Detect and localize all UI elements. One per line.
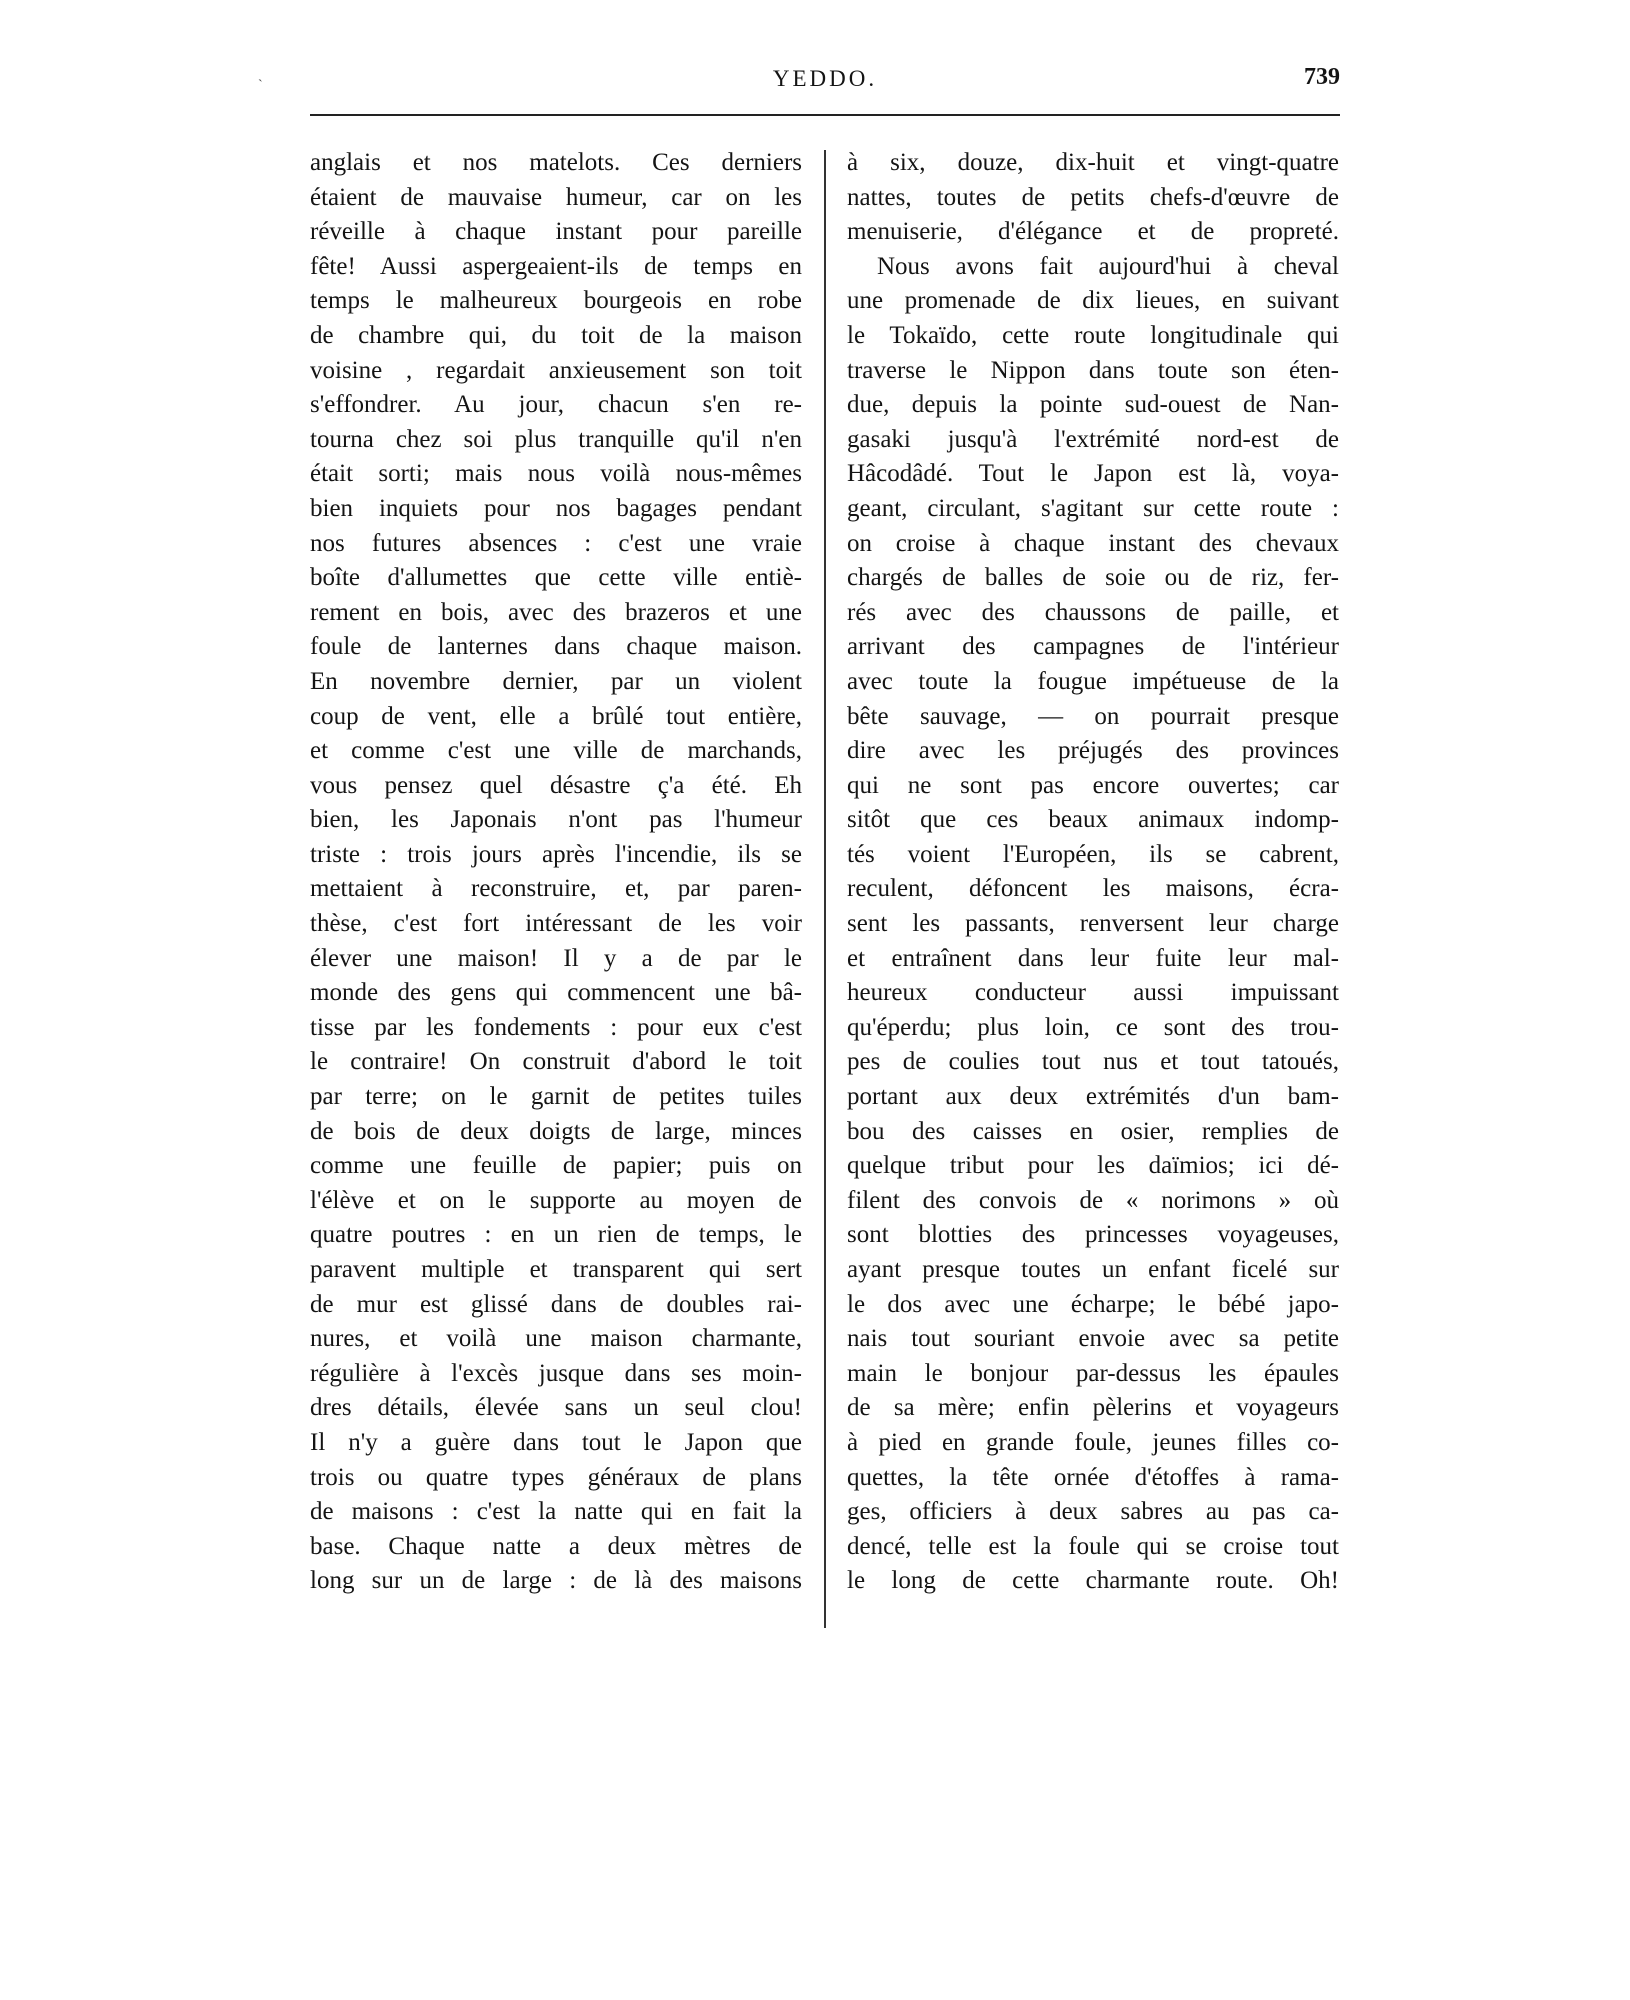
header-rule (310, 114, 1340, 116)
text-line: foule de lanternes dans chaque maison. (310, 633, 802, 661)
text-line: nattes, toutes de petits chefs-d'œuvre de (847, 183, 1339, 211)
text-line: mettaient à reconstruire, et, par paren- (310, 875, 802, 903)
text-line: ges, officiers à deux sabres au pas ca- (847, 1498, 1339, 1526)
text-line: par terre; on le garnit de petites tuiles (310, 1083, 802, 1111)
text-line: bête sauvage, — on pourrait presque (847, 702, 1339, 730)
text-line: main le bonjour par-dessus les épaules (847, 1359, 1339, 1387)
page-number: 739 (1304, 64, 1340, 90)
text-line: nures, et voilà une maison charmante, (310, 1325, 802, 1353)
text-line: nais tout souriant envoie avec sa petite (847, 1325, 1339, 1353)
text-line: voisine , regardait anxieusement son toit (310, 356, 802, 384)
text-line: le contraire! On construit d'abord le toit (310, 1048, 802, 1076)
text-line: menuiserie, d'élégance et de propreté. (847, 218, 1339, 246)
text-line: vous pensez quel désastre ç'a été. Eh (310, 771, 802, 799)
text-line: dire avec les préjugés des provinces (847, 737, 1339, 765)
text-line: Hâcodâdé. Tout le Japon est là, voya- (847, 460, 1339, 488)
text-line: bou des caisses en osier, remplies de (847, 1117, 1339, 1145)
running-title: YEDDO. (772, 66, 878, 91)
margin-mark: ` (258, 78, 263, 93)
text-line: nos futures absences : c'est une vraie (310, 529, 802, 557)
text-line: élever une maison! Il y a de par le (310, 944, 802, 972)
text-line: ayant presque toutes un enfant ficelé sur (847, 1256, 1339, 1283)
text-line: une promenade de dix lieues, en suivant (847, 287, 1339, 315)
text-line: heureux conducteur aussi impuissant (847, 979, 1339, 1007)
text-line: à pied en grande foule, jeunes filles co- (847, 1428, 1339, 1456)
text-line: de maisons : c'est la natte qui en fait la (310, 1498, 802, 1526)
text-line: dencé, telle est la foule qui se croise tout (847, 1532, 1339, 1560)
text-line: portant aux deux extrémités d'un bam- (847, 1083, 1339, 1111)
text-line: et entraînent dans leur fuite leur mal- (847, 944, 1339, 972)
text-line: quatre poutres : en un rien de temps, le (310, 1221, 802, 1249)
text-line: bien, les Japonais n'ont pas l'humeur (310, 806, 802, 834)
right-column (847, 146, 1339, 1599)
text-line: étaient de mauvaise humeur, car on les (310, 183, 802, 211)
text-line: le Tokaïdo, cette route longitudinale qui (847, 321, 1339, 349)
text-line: de bois de deux doigts de large, minces (310, 1117, 802, 1145)
text-line: pes de coulies tout nus et tout tatoués, (847, 1048, 1339, 1076)
text-line: Nous avons fait aujourd'hui à cheval (877, 252, 1339, 280)
text-line: et comme c'est une ville de marchands, (310, 737, 802, 765)
text-line: anglais et nos matelots. Ces derniers (310, 149, 802, 176)
text-line: coup de vent, elle a brûlé tout entière, (310, 702, 802, 730)
text-line: à six, douze, dix-huit et vingt-quatre (847, 149, 1339, 176)
text-line: fête! Aussi aspergeaient-ils de temps en (310, 252, 802, 280)
text-line: dres détails, élevée sans un seul clou! (310, 1394, 802, 1422)
text-line: régulière à l'excès jusque dans ses moin- (310, 1359, 802, 1387)
text-line: En novembre dernier, par un violent (310, 667, 802, 695)
text-line: temps le malheureux bourgeois en robe (310, 287, 802, 315)
text-line: due, depuis la pointe sud-ouest de Nan- (847, 391, 1339, 419)
text-line: on croise à chaque instant des chevaux (847, 529, 1339, 557)
text-line: reculent, défoncent les maisons, écra- (847, 875, 1339, 903)
text-line: bien inquiets pour nos bagages pendant (310, 494, 802, 522)
text-line: gasaki jusqu'à l'extrémité nord-est de (847, 425, 1339, 453)
text-line: thèse, c'est fort intéressant de les voir (310, 910, 802, 938)
text-line: avec toute la fougue impétueuse de la (847, 667, 1339, 695)
text-line: rés avec des chaussons de paille, et (847, 598, 1339, 626)
text-line: tourna chez soi plus tranquille qu'il n'en (310, 425, 802, 453)
running-header (310, 64, 1340, 96)
text-line: était sorti; mais nous voilà nous-mêmes (310, 460, 802, 488)
text-line: qui ne sont pas encore ouvertes; car (847, 771, 1339, 799)
text-line: qu'éperdu; plus loin, ce sont des trou- (847, 1013, 1339, 1041)
text-line: l'élève et on le supporte au moyen de (310, 1186, 802, 1214)
text-line: de mur est glissé dans de doubles rai- (310, 1290, 802, 1318)
text-line: sitôt que ces beaux animaux indomp- (847, 806, 1339, 834)
text-line: Il n'y a guère dans tout le Japon que (310, 1428, 802, 1456)
text-line: quelque tribut pour les daïmios; ici dé- (847, 1152, 1339, 1180)
text-line: sont blotties des princesses voyageuses, (847, 1221, 1339, 1249)
column-divider (824, 150, 826, 1628)
text-line: filent des convois de « norimons » où (847, 1186, 1339, 1214)
text-line: sent les passants, renversent leur charge (847, 910, 1339, 938)
text-line: quettes, la tête ornée d'étoffes à rama- (847, 1463, 1339, 1491)
text-line: geant, circulant, s'agitant sur cette route : (847, 494, 1339, 522)
text-line: chargés de balles de soie ou de riz, fer- (847, 564, 1339, 592)
text-line: long sur un de large : de là des maisons (310, 1567, 802, 1595)
text-line: réveille à chaque instant pour pareille (310, 218, 802, 246)
text-line: comme une feuille de papier; puis on (310, 1152, 802, 1180)
text-line: boîte d'allumettes que cette ville entiè- (310, 564, 802, 592)
text-line: trois ou quatre types généraux de plans (310, 1463, 802, 1491)
text-line: rement en bois, avec des brazeros et une (310, 598, 802, 626)
left-column (310, 146, 802, 1599)
text-line: le long de cette charmante route. Oh! (847, 1567, 1339, 1595)
text-line: s'effondrer. Au jour, chacun s'en re- (310, 391, 802, 419)
text-line: monde des gens qui commencent une bâ- (310, 979, 802, 1007)
text-line: traverse le Nippon dans toute son éten- (847, 356, 1339, 384)
text-line: de sa mère; enfin pèlerins et voyageurs (847, 1394, 1339, 1422)
text-line: le dos avec une écharpe; le bébé japo- (847, 1290, 1339, 1318)
text-line: tés voient l'Européen, ils se cabrent, (847, 840, 1339, 868)
text-line: arrivant des campagnes de l'intérieur (847, 633, 1339, 661)
text-line: tisse par les fondements : pour eux c'est (310, 1013, 802, 1041)
text-line: de chambre qui, du toit de la maison (310, 321, 802, 349)
text-line: base. Chaque natte a deux mètres de (310, 1532, 802, 1560)
text-line: triste : trois jours après l'incendie, ils se (310, 840, 802, 868)
text-line: paravent multiple et transparent qui sert (310, 1256, 802, 1283)
